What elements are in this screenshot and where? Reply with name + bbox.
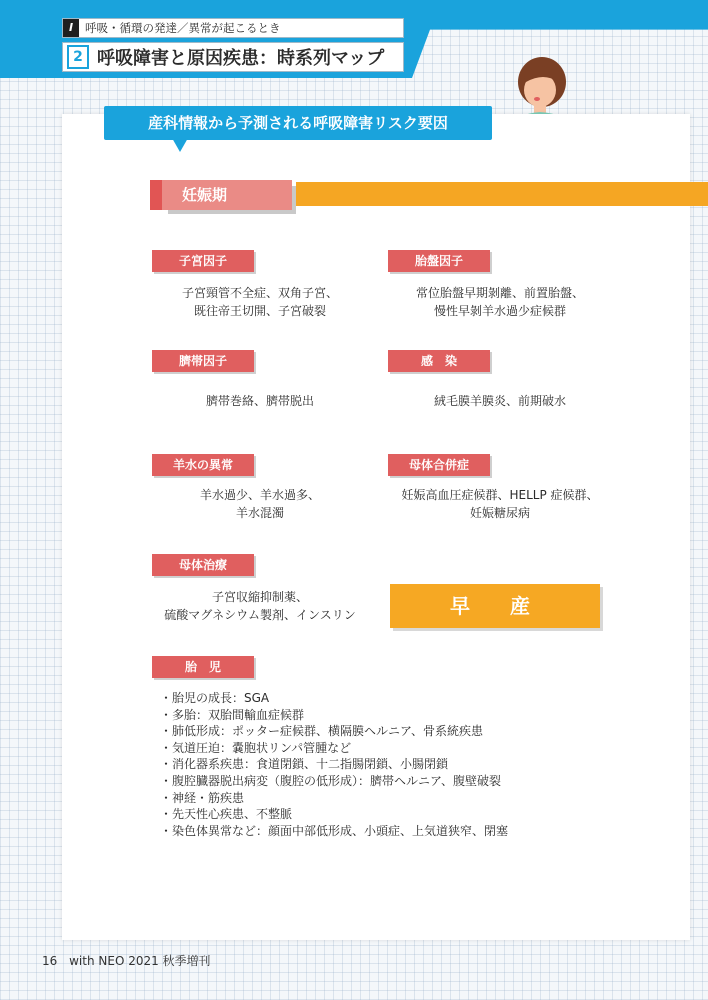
chapter-title: 呼吸・循環の発達／異常が起こるとき (85, 21, 281, 35)
factor-label-maternal-treatment: 母体治療 (152, 554, 254, 576)
factor-label-placental: 胎盤因子 (388, 250, 490, 272)
banner-pointer (172, 138, 188, 152)
factor-text-umbilical: 臍帯巻絡、臍帯脱出 (205, 394, 314, 408)
preterm-box: 早 産 (390, 584, 600, 628)
page-footer (42, 952, 211, 969)
list-item: ・肺低形成：ポッター症候群、横隔膜ヘルニア、骨系統疾患 (160, 724, 484, 739)
list-item: ・染色体異常など：顔面中部低形成、小頭症、上気道狭窄、閉塞 (160, 823, 509, 838)
list-item: ・先天性心疾患、不整脈 (160, 807, 293, 822)
list-item: ・多胎：双胎間輸血症候群 (160, 707, 305, 722)
page-number: 16 (42, 954, 58, 968)
pregnancy-timeline-bar (296, 182, 708, 206)
publication-name: with NEO 2021 秋季増刊 (69, 954, 211, 968)
chapter-number: I (63, 19, 79, 37)
fetal-factor-list (160, 690, 560, 839)
factor-label-uterine: 子宮因子 (152, 250, 254, 272)
list-item: ・消化器系疾患：食道閉鎖、十二指腸閉鎖、小腸閉鎖 (160, 757, 449, 772)
section-number: 2 (67, 45, 89, 69)
list-item: ・胎児の成長：SGA (160, 691, 270, 705)
factor-text-uterine: 子宮頸管不全症、双角子宮、 既往帝王切開、子宮破裂 (181, 286, 338, 318)
section-title: 呼吸障害と原因疾患：時系列マップ (97, 48, 385, 69)
factor-label-infection: 感 染 (388, 350, 490, 372)
factor-text-placental: 常位胎盤早期剝離、前置胎盤、 慢性早剝羊水過少症候群 (415, 286, 584, 318)
section-header (62, 42, 404, 72)
period-label: 妊娠期 (162, 180, 292, 210)
list-item: ・腹腔臓器脱出病変（腹腔の低形成）：臍帯ヘルニア、腹壁破裂 (160, 773, 502, 788)
factor-text-infection: 絨毛膜羊膜炎、前期破水 (433, 394, 566, 408)
factor-label-amniotic: 羊水の異常 (152, 454, 254, 476)
factor-label-maternal-complication: 母体合併症 (388, 454, 490, 476)
list-item: ・神経・筋疾患 (160, 790, 245, 805)
chapter-header (62, 18, 404, 38)
risk-banner: 産科情報から予測される呼吸障害リスク要因 (104, 106, 492, 140)
period-label-accent (150, 180, 162, 210)
factor-text-amniotic: 羊水過少、羊水過多、 羊水混濁 (199, 488, 320, 520)
factor-text-maternal-treatment: 子宮収縮抑制薬、 硫酸マグネシウム製剤、インスリン (164, 590, 356, 622)
list-item: ・気道圧迫：嚢胞状リンパ管腫など (160, 740, 352, 755)
factor-text-maternal-complication: 妊娠高血圧症候群、HELLP 症候群、 妊娠糖尿病 (401, 488, 599, 520)
factor-label-fetal: 胎 児 (152, 656, 254, 678)
factor-label-umbilical: 臍帯因子 (152, 350, 254, 372)
